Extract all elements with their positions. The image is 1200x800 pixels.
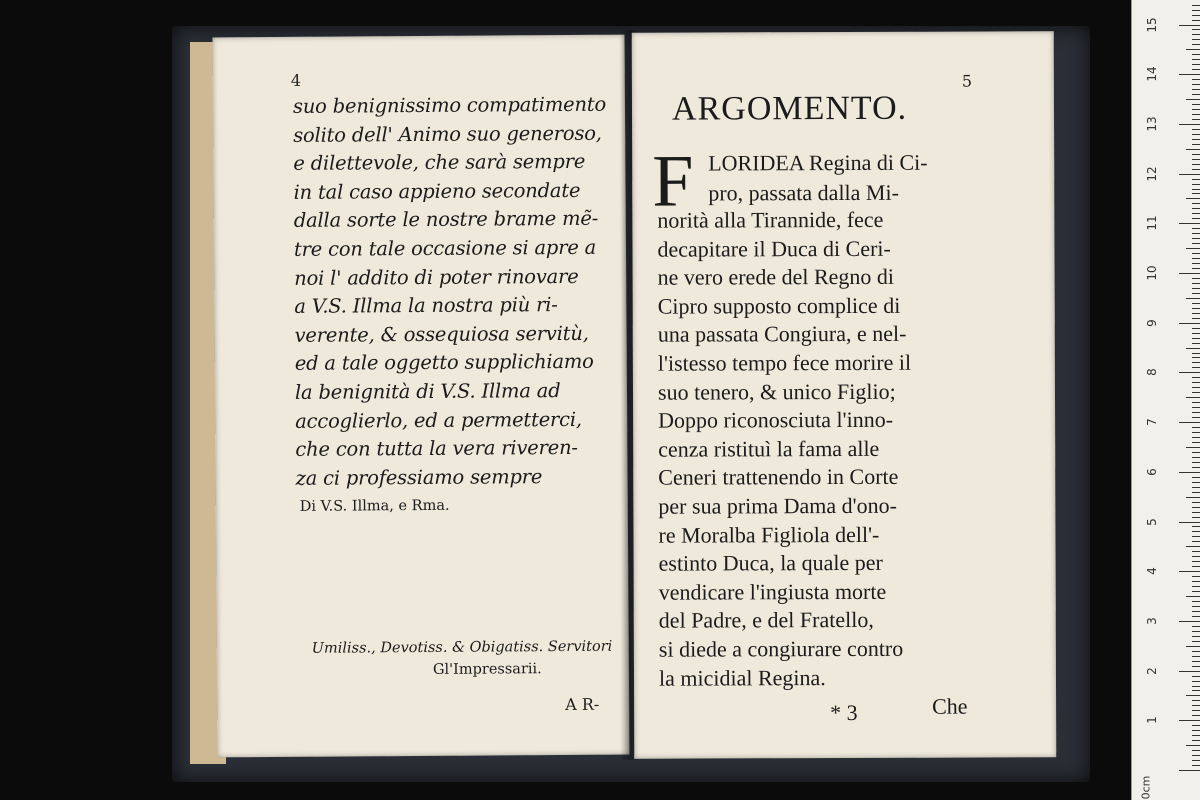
ruler-tick [1192, 377, 1200, 378]
ruler-tick [1192, 189, 1200, 190]
ruler-tick [1192, 367, 1200, 368]
ruler-tick [1192, 536, 1200, 537]
ruler-label: 12 [1145, 165, 1159, 182]
drop-cap: F [652, 140, 694, 223]
ruler-label: 3 [1145, 617, 1159, 625]
ruler-tick [1192, 278, 1200, 279]
ruler-tick [1192, 218, 1200, 219]
ruler-tick [1186, 49, 1200, 50]
text-line: dalla sorte le nostre brame mẽ- [293, 207, 599, 233]
ruler-tick [1192, 626, 1200, 627]
ruler-tick [1192, 253, 1200, 254]
text-line: in tal caso appieno secondate [293, 178, 581, 204]
ruler-label: 5 [1145, 517, 1159, 526]
ruler-tick [1192, 725, 1200, 726]
ruler-tick [1192, 328, 1200, 329]
ruler-tick [1192, 705, 1200, 706]
ruler-tick [1192, 661, 1200, 662]
text-line: noi l' addito di poter rinovare [294, 264, 579, 290]
ruler-tick [1192, 467, 1200, 468]
ruler-tick [1192, 333, 1200, 334]
ruler-tick [1192, 681, 1200, 682]
ruler-tick [1192, 89, 1200, 90]
ruler-tick [1186, 298, 1200, 299]
ruler-tick [1192, 392, 1200, 393]
text-line: decapitare il Duca di Ceri- [657, 235, 891, 262]
ruler-tick [1192, 129, 1200, 130]
ruler-tick [1192, 517, 1200, 518]
ruler-label: 2 [1145, 666, 1159, 675]
ruler-tick [1192, 750, 1200, 751]
ruler-tick [1192, 566, 1200, 567]
ruler-tick [1192, 308, 1200, 309]
ruler-tick [1192, 263, 1200, 264]
ruler-tick [1192, 611, 1200, 612]
ruler-tick [1179, 124, 1200, 125]
ruler-tick [1192, 94, 1200, 95]
ruler-tick [1186, 348, 1200, 349]
signoff-line-2: Gl'Impressarii. [432, 661, 542, 678]
text-line: si diede a congiurare contro [658, 635, 904, 662]
ruler-tick [1192, 114, 1200, 115]
ruler-unit-label: 0cm [1139, 775, 1153, 800]
ruler-tick [1192, 184, 1200, 185]
ruler-tick [1179, 273, 1200, 274]
ruler-tick [1192, 29, 1200, 30]
ruler-tick [1192, 44, 1200, 45]
ruler-tick [1186, 99, 1200, 100]
ruler-label: 1 [1145, 716, 1159, 725]
left-page-text [293, 91, 626, 494]
ruler-tick [1192, 651, 1200, 652]
right-catchword: Che [932, 693, 968, 719]
text-line: suo benignissimo compatimento [292, 92, 607, 118]
ruler-label: 7 [1145, 418, 1159, 426]
ruler-tick [1192, 442, 1200, 443]
ruler-tick [1179, 422, 1200, 423]
ruler-tick [1192, 362, 1200, 363]
ruler-tick [1186, 397, 1200, 398]
ruler-tick [1192, 686, 1200, 687]
ruler-tick [1192, 402, 1200, 403]
ruler-tick [1186, 497, 1200, 498]
ruler-tick [1192, 144, 1200, 145]
ruler-tick [1192, 407, 1200, 408]
ruler-tick [1192, 482, 1200, 483]
ruler-tick [1179, 25, 1200, 26]
ruler-tick [1192, 492, 1200, 493]
ruler-tick [1179, 571, 1200, 572]
ruler-tick [1192, 531, 1200, 532]
ruler-tick [1192, 412, 1200, 413]
text-line: cenza ristituì la fama alle [658, 435, 880, 462]
ruler-tick [1192, 700, 1200, 701]
ruler-tick [1186, 248, 1200, 249]
text-line: la micidial Regina. [658, 664, 826, 691]
ruler-tick [1192, 551, 1200, 552]
ruler-tick [1192, 616, 1200, 617]
ruler-tick [1192, 760, 1200, 761]
text-line: estinto Duca, la quale per [658, 549, 883, 576]
text-line: Ceneri trattenendo in Corte [658, 464, 899, 490]
text-line: che con tutta la vera riveren- [295, 436, 578, 462]
ruler-tick [1192, 134, 1200, 135]
text-line: ed a tale oggetto supplichiamo [294, 350, 594, 376]
ruler-tick [1192, 561, 1200, 562]
ruler-tick [1192, 631, 1200, 632]
ruler-label: 15 [1145, 16, 1159, 33]
ruler-tick [1192, 293, 1200, 294]
text-line: del Padre, e del Fratello, [658, 607, 874, 633]
ruler-tick [1192, 432, 1200, 433]
text-line: za ci professiamo sempre [295, 464, 543, 490]
ruler-label: 9 [1145, 318, 1159, 327]
ruler-tick [1192, 243, 1200, 244]
ruler-tick [1192, 169, 1200, 170]
text-line: verente, & ossequiosa servitù, [294, 321, 589, 347]
ruler-tick [1192, 104, 1200, 105]
text-line: l'istesso tempo fece morire il [657, 349, 912, 376]
ruler-tick [1186, 149, 1200, 150]
ruler-tick [1186, 695, 1200, 696]
ruler-tick [1192, 427, 1200, 428]
text-line: re Moralba Figliola dell'- [658, 521, 880, 548]
ruler-tick [1192, 382, 1200, 383]
ruler-tick [1192, 119, 1200, 120]
section-title: ARGOMENTO. [671, 89, 908, 128]
ruler-tick [1192, 213, 1200, 214]
ruler-tick [1179, 720, 1200, 721]
ruler-tick [1192, 556, 1200, 557]
ruler-tick [1192, 581, 1200, 582]
ruler-tick [1192, 710, 1200, 711]
ruler-label: 13 [1145, 116, 1159, 132]
ruler-tick [1192, 507, 1200, 508]
ruler-tick [1192, 387, 1200, 388]
ruler-tick [1192, 417, 1200, 418]
ruler-tick [1179, 472, 1200, 473]
ruler-tick [1192, 10, 1200, 11]
ruler-tick [1179, 770, 1200, 771]
ruler-tick [1192, 313, 1200, 314]
measurement-ruler [1131, 0, 1200, 800]
ruler-tick [1192, 5, 1200, 6]
ruler-tick [1192, 541, 1200, 542]
ruler-tick [1192, 606, 1200, 607]
ruler-tick [1192, 79, 1200, 80]
ruler-tick [1192, 39, 1200, 40]
signature-mark: * 3 [830, 699, 858, 726]
ruler-tick [1186, 596, 1200, 597]
ruler-tick [1192, 526, 1200, 527]
ruler-tick [1192, 69, 1200, 70]
ruler-tick [1192, 15, 1200, 16]
ruler-tick [1192, 20, 1200, 21]
ruler-tick [1192, 283, 1200, 284]
text-line: vendicare l'ingiusta morte [658, 578, 887, 605]
ruler-tick [1186, 546, 1200, 547]
ruler-tick [1179, 671, 1200, 672]
text-line: a V.S. Illma la nostra più ri- [294, 293, 558, 319]
ruler-label: 11 [1145, 215, 1159, 231]
text-line: solito dell' Animo suo generoso, [293, 121, 602, 147]
text-line: per sua prima Dama d'ono- [658, 492, 897, 519]
second-text-line: pro, passata dalla Mi- [708, 179, 899, 206]
text-line: la benignità di V.S. Illma ad [294, 378, 561, 404]
ruler-tick [1192, 690, 1200, 691]
ruler-tick [1192, 343, 1200, 344]
ruler-tick [1192, 64, 1200, 65]
ruler-tick [1192, 258, 1200, 259]
ruler-tick [1192, 512, 1200, 513]
ruler-tick [1192, 641, 1200, 642]
text-line: ne vero erede del Regno di [657, 264, 895, 290]
ruler-tick [1179, 621, 1200, 622]
left-catchword: A R- [565, 694, 600, 715]
closing-formula: Di V.S. Illma, e Rma. [299, 497, 450, 515]
ruler-tick [1192, 203, 1200, 204]
ruler-tick [1192, 54, 1200, 55]
ruler-tick [1192, 715, 1200, 716]
ruler-tick [1192, 586, 1200, 587]
ruler-tick [1179, 372, 1200, 373]
ruler-label: 4 [1145, 567, 1159, 576]
ruler-tick [1179, 174, 1200, 175]
ruler-tick [1192, 735, 1200, 736]
signoff-line-1: Umiliss., Devotiss. & Obigatiss. Servitori [311, 638, 613, 657]
text-line: e dilettevole, che sarà sempre [293, 150, 586, 176]
ruler-tick [1192, 656, 1200, 657]
left-page [212, 35, 629, 758]
right-page [632, 31, 1057, 758]
ruler-tick [1192, 193, 1200, 194]
ruler-tick [1192, 233, 1200, 234]
ruler-tick [1186, 646, 1200, 647]
ruler-tick [1179, 74, 1200, 75]
ruler-tick [1179, 522, 1200, 523]
text-line: accoglierlo, ed a permetterci, [295, 407, 582, 433]
first-text-line: LORIDEA Regina di Ci- [708, 149, 928, 176]
ruler-tick [1192, 208, 1200, 209]
ruler-tick [1192, 740, 1200, 741]
ruler-tick [1186, 745, 1200, 746]
ruler-tick [1192, 139, 1200, 140]
text-line: Cipro supposto complice di [657, 292, 901, 319]
ruler-tick [1192, 755, 1200, 756]
ruler-tick [1192, 502, 1200, 503]
ruler-tick [1192, 154, 1200, 155]
ruler-tick [1192, 179, 1200, 180]
left-page-number: 4 [290, 70, 302, 90]
ruler-tick [1192, 765, 1200, 766]
ruler-tick [1192, 353, 1200, 354]
text-line: Doppo riconosciuta l'inno- [658, 406, 894, 433]
ruler-tick [1192, 109, 1200, 110]
ruler-tick [1192, 238, 1200, 239]
ruler-tick [1192, 59, 1200, 60]
ruler-label: 8 [1145, 368, 1159, 377]
ruler-tick [1192, 452, 1200, 453]
ruler-tick [1192, 676, 1200, 677]
ruler-tick [1192, 34, 1200, 35]
ruler-tick [1192, 357, 1200, 358]
ruler-tick [1192, 338, 1200, 339]
ruler-tick [1179, 323, 1200, 324]
ruler-tick [1192, 636, 1200, 637]
ruler-tick [1192, 730, 1200, 731]
ruler-tick [1192, 288, 1200, 289]
right-page-number: 5 [961, 71, 973, 91]
ruler-tick [1186, 447, 1200, 448]
text-line: una passata Congiura, e nel- [657, 321, 907, 348]
ruler-label: 10 [1145, 265, 1159, 281]
ruler-tick [1192, 318, 1200, 319]
ruler-tick [1179, 223, 1200, 224]
ruler-tick [1192, 487, 1200, 488]
text-line: suo tenero, & unico Figlio; [657, 378, 896, 405]
ruler-tick [1192, 84, 1200, 85]
ruler-tick [1192, 159, 1200, 160]
ruler-tick [1192, 437, 1200, 438]
ruler-tick [1192, 457, 1200, 458]
ruler-tick [1192, 462, 1200, 463]
text-line: tre con tale occasione si apre a [293, 235, 597, 261]
ruler-tick [1192, 666, 1200, 667]
ruler-tick [1186, 198, 1200, 199]
ruler-tick [1192, 591, 1200, 592]
right-page-text [657, 205, 1044, 692]
ruler-tick [1192, 601, 1200, 602]
ruler-tick [1192, 477, 1200, 478]
ruler-tick [1192, 303, 1200, 304]
text-line: norità alla Tirannide, fece [657, 206, 884, 233]
ruler-label: 6 [1145, 467, 1159, 476]
ruler-label: 14 [1145, 66, 1159, 82]
ruler-tick [1192, 228, 1200, 229]
ruler-tick [1192, 164, 1200, 165]
ruler-tick [1192, 576, 1200, 577]
ruler-tick [1192, 268, 1200, 269]
